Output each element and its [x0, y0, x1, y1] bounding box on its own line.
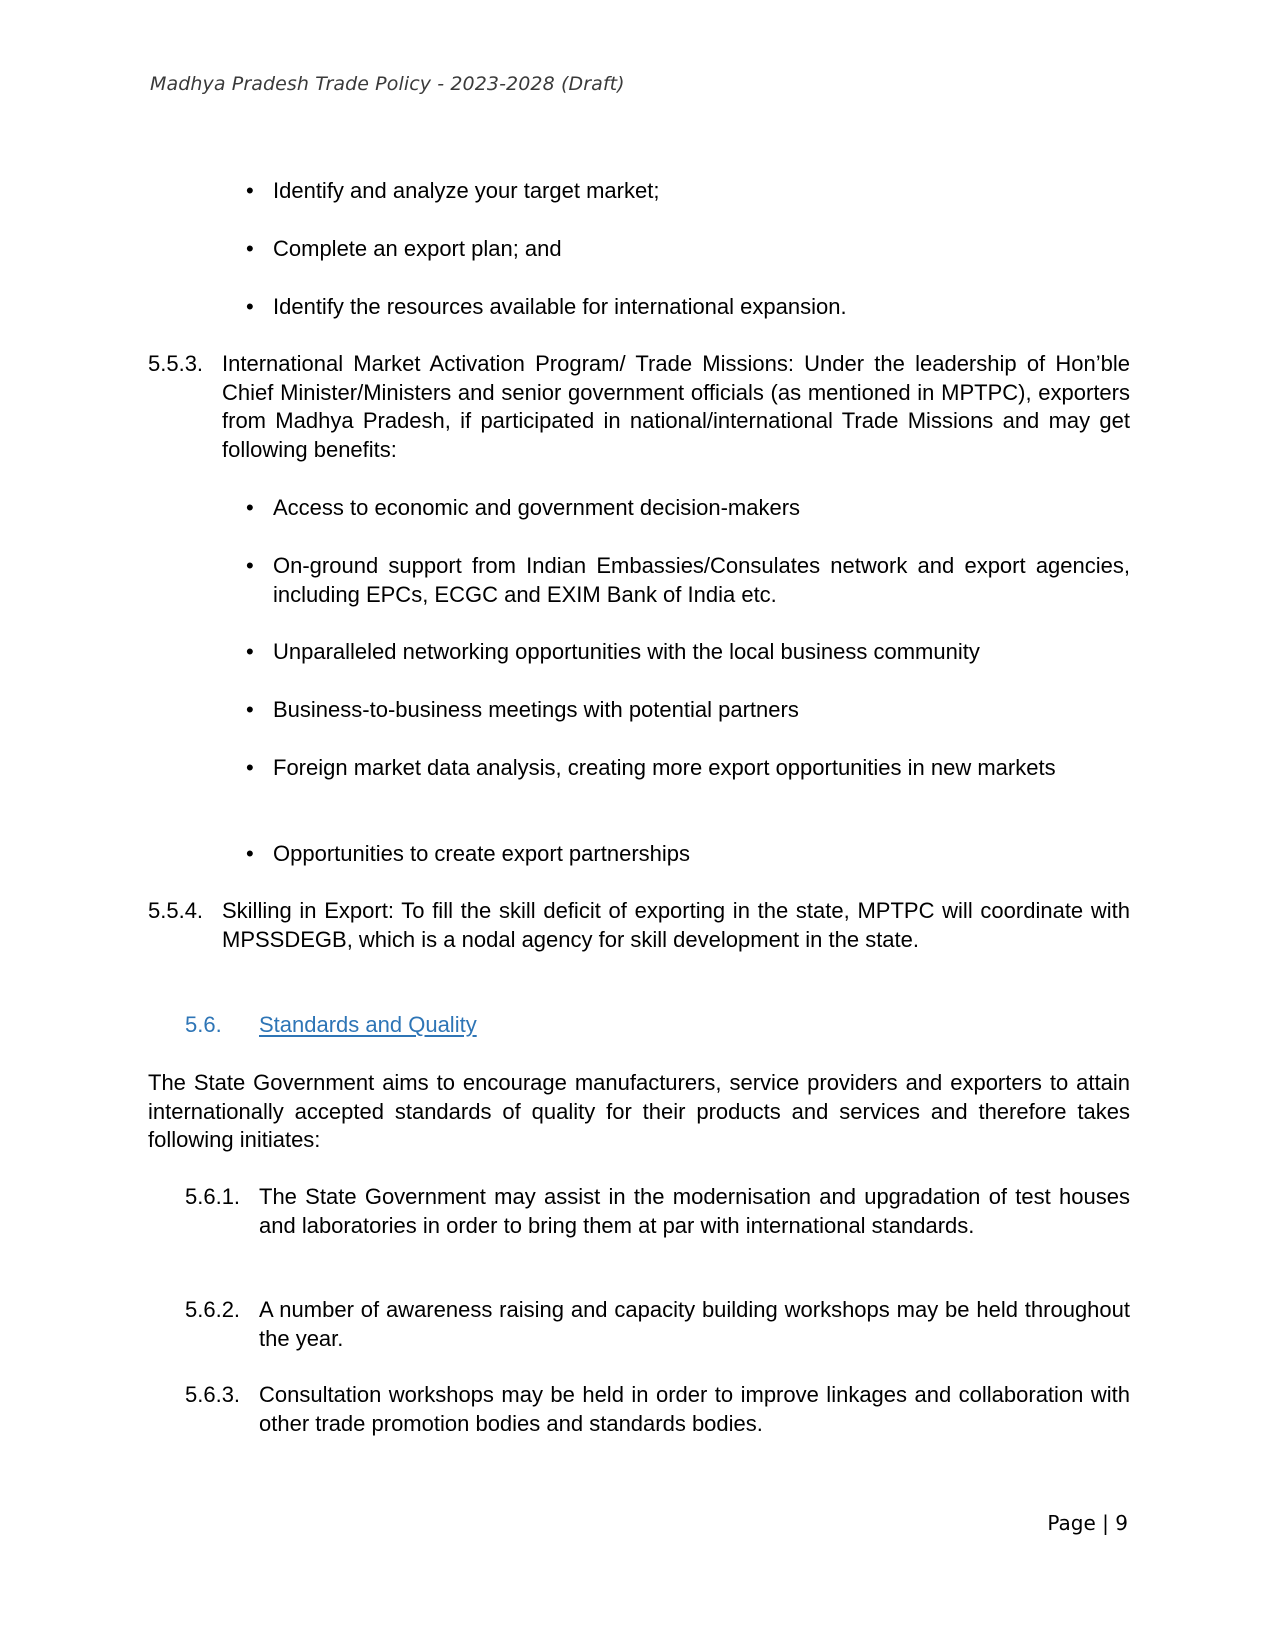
bullet-icon: •: [246, 236, 254, 261]
list-item: • Identify the resources available for international expansion.: [246, 293, 1130, 322]
section-number: 5.6.1.: [185, 1184, 241, 1209]
section-intro-paragraph: The State Government aims to encourage manufacturers, service providers and exporters to attain internationally accepted standards of quality for their products and services and therefore takes following initiates:: [148, 1070, 1130, 1152]
bullet-icon: •: [246, 697, 254, 722]
page-number: Page | 9: [1047, 1511, 1128, 1535]
section-5-6-2: [185, 1296, 1130, 1353]
section-5-5-4: [148, 897, 1130, 954]
list-item: • On-ground support from Indian Embassies/Consulates network and export agencies, including EPCs, ECGC and EXIM Bank of India etc.: [246, 552, 1130, 609]
section-text: International Market Activation Program/ Trade Missions: Under the leadership of Hon’ble Chief Minister/Ministers and senior government officials (as mentioned in MPTPC), exporters from Madhya Pradesh, if participated in national/international Trade Missions and may get following benefits:: [222, 351, 1130, 462]
section-number: 5.6.3.: [185, 1382, 241, 1407]
section-text: A number of awareness raising and capacity building workshops may be held throughout the year.: [259, 1297, 1130, 1351]
section-text: Skilling in Export: To fill the skill deficit of exporting in the state, MPTPC will coordinate with MPSSDEGB, which is a nodal agency for skill development in the state.: [222, 898, 1130, 952]
section-text: The State Government may assist in the modernisation and upgradation of test houses and laboratories in order to bring them at par with international standards.: [259, 1184, 1130, 1238]
bullet-icon: •: [246, 178, 254, 203]
bullet-icon: •: [246, 639, 254, 664]
section-number: 5.5.3.: [148, 351, 204, 376]
heading-number: 5.6.: [185, 1012, 222, 1037]
bullet-icon: •: [246, 841, 254, 866]
section-5-6-1: [185, 1183, 1130, 1240]
section-5-6-3: [185, 1381, 1130, 1438]
section-heading-5-6: [185, 1011, 1130, 1040]
list-item: • Complete an export plan; and: [246, 235, 1130, 264]
list-item: • Unparalleled networking opportunities with the local business community: [246, 638, 1130, 667]
section-text: Consultation workshops may be held in order to improve linkages and collaboration with other trade promotion bodies and standards bodies.: [259, 1382, 1130, 1436]
list-item: • Business-to-business meetings with potential partners: [246, 696, 1130, 725]
bullet-icon: •: [246, 294, 254, 319]
heading-link[interactable]: Standards and Quality: [259, 1012, 477, 1037]
list-item: • Opportunities to create export partnerships: [246, 840, 1130, 869]
bullet-icon: •: [246, 495, 254, 520]
page-header-title: Madhya Pradesh Trade Policy - 2023-2028 (Draft): [150, 73, 625, 95]
list-item: • Access to economic and government decision-makers: [246, 494, 1130, 523]
list-item: • Foreign market data analysis, creating more export opportunities in new markets: [246, 754, 1130, 783]
section-5-5-3: [148, 350, 1130, 464]
section-number: 5.5.4.: [148, 898, 204, 923]
list-item: • Identify and analyze your target market;: [246, 177, 1130, 206]
bullet-icon: •: [246, 553, 254, 578]
section-number: 5.6.2.: [185, 1297, 241, 1322]
bullet-icon: •: [246, 755, 254, 780]
